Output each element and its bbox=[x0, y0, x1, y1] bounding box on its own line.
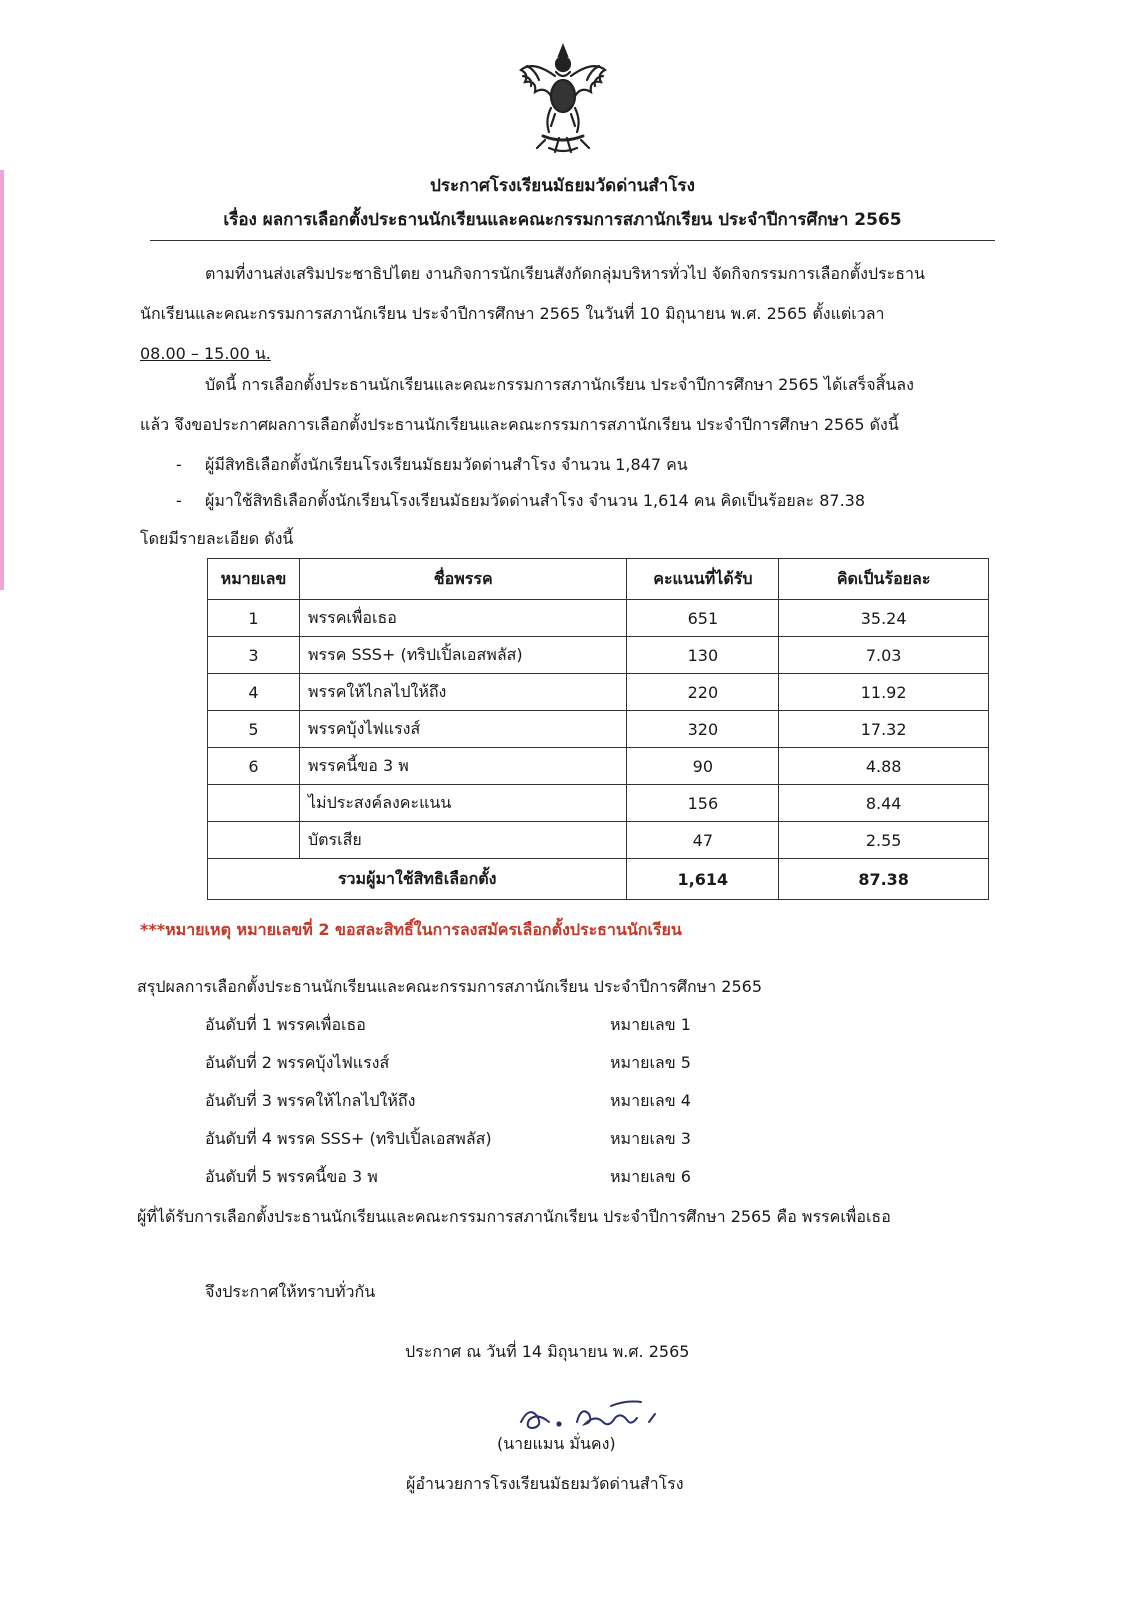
ranking-label: อันดับที่ 3 พรรคให้ไกลไปให้ถึง bbox=[205, 1091, 416, 1110]
garuda-emblem-icon bbox=[515, 40, 611, 156]
table-row bbox=[208, 711, 989, 748]
row-percent: 4.88 bbox=[779, 748, 989, 785]
details-intro: โดยมีรายละเอียด ดังนี้ bbox=[140, 529, 294, 548]
row-votes: 130 bbox=[627, 637, 779, 674]
header-party: ชื่อพรรค bbox=[299, 559, 626, 600]
bullet-dash: - bbox=[176, 491, 182, 510]
table-row bbox=[208, 785, 989, 822]
scan-edge-mark bbox=[0, 170, 4, 590]
table-header-row bbox=[208, 559, 989, 600]
table-row bbox=[208, 637, 989, 674]
row-party: พรรคเพื่อเธอ bbox=[299, 600, 626, 637]
row-percent: 2.55 bbox=[779, 822, 989, 859]
bullet-dash: - bbox=[176, 455, 182, 474]
winner-statement: ผู้ที่ได้รับการเลือกตั้งประธานนักเรียนและคณะกรรมการสภานักเรียน ประจำปีการศึกษา 2565 คือ พรรคเพื่อเธอ bbox=[137, 1207, 891, 1226]
row-votes: 651 bbox=[627, 600, 779, 637]
ranking-label: อันดับที่ 5 พรรคนี้ขอ 3 พ bbox=[205, 1167, 378, 1186]
row-party: พรรคนี้ขอ 3 พ bbox=[299, 748, 626, 785]
table-row bbox=[208, 822, 989, 859]
row-votes: 220 bbox=[627, 674, 779, 711]
row-votes: 90 bbox=[627, 748, 779, 785]
total-label: รวมผู้มาใช้สิทธิเลือกตั้ง bbox=[208, 859, 627, 900]
row-party: พรรคบุ้งไฟแรงส์ bbox=[299, 711, 626, 748]
row-number: 1 bbox=[208, 600, 300, 637]
table-row bbox=[208, 674, 989, 711]
row-percent: 11.92 bbox=[779, 674, 989, 711]
header-percent: คิดเป็นร้อยละ bbox=[779, 559, 989, 600]
withdrawal-note: ***หมายเหตุ หมายเลขที่ 2 ขอสละสิทธิ์ในการลงสมัครเลือกตั้งประธานนักเรียน bbox=[140, 920, 682, 939]
announcement-title: ประกาศโรงเรียนมัธยมวัดด่านสำโรง bbox=[430, 176, 695, 196]
bullet-turnout: ผู้มาใช้สิทธิเลือกตั้งนักเรียนโรงเรียนมัธยมวัดด่านสำโรง จำนวน 1,614 คน คิดเป็นร้อยละ 87.38 bbox=[205, 491, 866, 510]
row-party: พรรคให้ไกลไปให้ถึง bbox=[299, 674, 626, 711]
table-row bbox=[208, 600, 989, 637]
row-number: 5 bbox=[208, 711, 300, 748]
para1-line3: 08.00 – 15.00 น. bbox=[140, 344, 271, 363]
title-divider bbox=[150, 240, 995, 241]
signer-name: (นายแมน มั่นคง) bbox=[497, 1434, 616, 1453]
announcement-date: ประกาศ ณ วันที่ 14 มิถุนายน พ.ศ. 2565 bbox=[405, 1342, 690, 1361]
row-percent: 35.24 bbox=[779, 600, 989, 637]
row-votes: 156 bbox=[627, 785, 779, 822]
row-number bbox=[208, 785, 300, 822]
total-percent: 87.38 bbox=[779, 859, 989, 900]
signer-title: ผู้อำนวยการโรงเรียนมัธยมวัดด่านสำโรง bbox=[406, 1474, 684, 1493]
table-total-row bbox=[208, 859, 989, 900]
header-number: หมายเลข bbox=[208, 559, 300, 600]
ranking-label: อันดับที่ 1 พรรคเพื่อเธอ bbox=[205, 1015, 366, 1034]
para2-line2: แล้ว จึงขอประกาศผลการเลือกตั้งประธานนักเรียนและคณะกรรมการสภานักเรียน ประจำปีการศึกษา 2565 ดังนี้ bbox=[140, 415, 899, 434]
ranking-label: อันดับที่ 4 พรรค SSS+ (ทริปเปิ้ลเอสพลัส) bbox=[205, 1129, 492, 1148]
header-votes: คะแนนที่ได้รับ bbox=[627, 559, 779, 600]
row-party: ไม่ประสงค์ลงคะแนน bbox=[299, 785, 626, 822]
closing-line: จึงประกาศให้ทราบทั่วกัน bbox=[205, 1282, 376, 1301]
announcement-subject: เรื่อง ผลการเลือกตั้งประธานนักเรียนและคณะกรรมการสภานักเรียน ประจำปีการศึกษา 2565 bbox=[223, 210, 902, 230]
ranking-label: อันดับที่ 2 พรรคบุ้งไฟแรงส์ bbox=[205, 1053, 390, 1072]
ranking-number: หมายเลข 5 bbox=[610, 1053, 691, 1072]
row-percent: 8.44 bbox=[779, 785, 989, 822]
ranking-number: หมายเลข 1 bbox=[610, 1015, 691, 1034]
row-percent: 17.32 bbox=[779, 711, 989, 748]
row-number bbox=[208, 822, 300, 859]
para1-line2: นักเรียนและคณะกรรมการสภานักเรียน ประจำปีการศึกษา 2565 ในวันที่ 10 มิถุนายน พ.ศ. 2565 ตั้งแต่เวลา bbox=[140, 304, 885, 323]
table-row bbox=[208, 748, 989, 785]
row-percent: 7.03 bbox=[779, 637, 989, 674]
para1-line1: ตามที่งานส่งเสริมประชาธิปไตย งานกิจการนักเรียนสังกัดกลุ่มบริหารทั่วไป จัดกิจกรรมการเลือกตั้งประธาน bbox=[205, 264, 925, 283]
row-votes: 47 bbox=[627, 822, 779, 859]
row-number: 4 bbox=[208, 674, 300, 711]
row-number: 6 bbox=[208, 748, 300, 785]
para2-line1: บัดนี้ การเลือกตั้งประธานนักเรียนและคณะกรรมการสภานักเรียน ประจำปีการศึกษา 2565 ได้เสร็จสิ้นลง bbox=[205, 375, 914, 394]
results-table bbox=[207, 558, 989, 900]
ranking-number: หมายเลข 6 bbox=[610, 1167, 691, 1186]
row-votes: 320 bbox=[627, 711, 779, 748]
ranking-number: หมายเลข 3 bbox=[610, 1129, 691, 1148]
ranking-number: หมายเลข 4 bbox=[610, 1091, 691, 1110]
row-party: พรรค SSS+ (ทริปเปิ้ลเอสพลัส) bbox=[299, 637, 626, 674]
row-number: 3 bbox=[208, 637, 300, 674]
total-votes: 1,614 bbox=[627, 859, 779, 900]
bullet-eligible-voters: ผู้มีสิทธิเลือกตั้งนักเรียนโรงเรียนมัธยมวัดด่านสำโรง จำนวน 1,847 คน bbox=[205, 455, 688, 474]
row-party: บัตรเสีย bbox=[299, 822, 626, 859]
summary-title: สรุปผลการเลือกตั้งประธานนักเรียนและคณะกรรมการสภานักเรียน ประจำปีการศึกษา 2565 bbox=[137, 977, 762, 996]
